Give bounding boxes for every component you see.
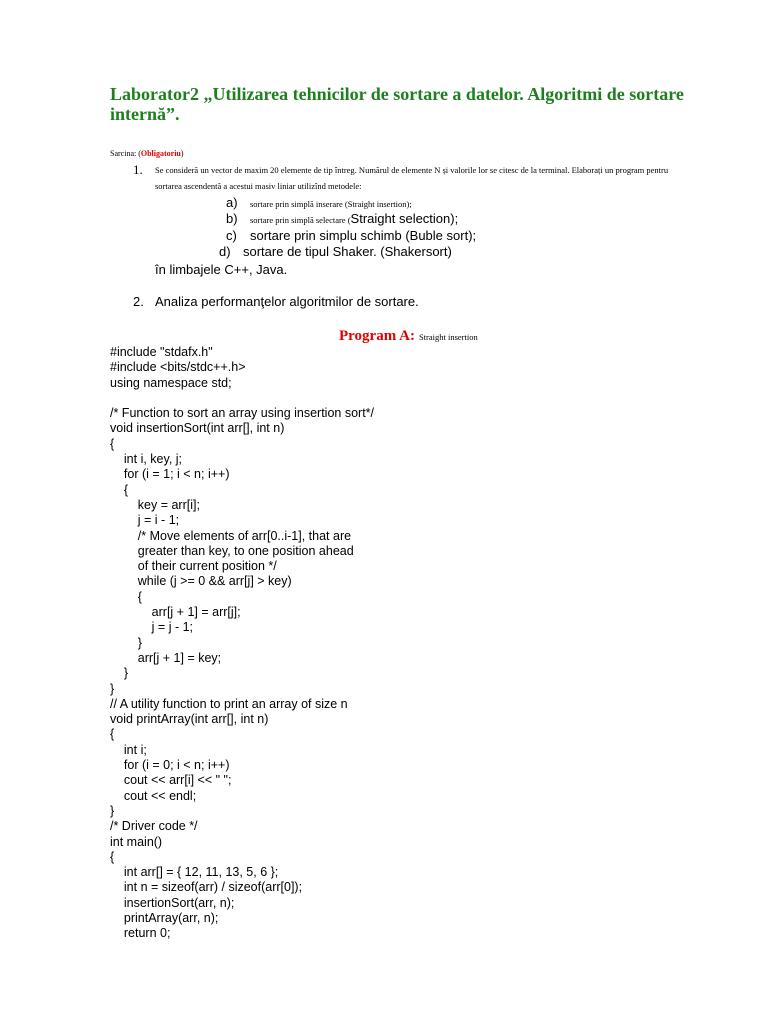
code-line: }	[110, 803, 115, 818]
code-line: arr[j + 1] = arr[j];	[110, 605, 241, 620]
code-line: void printArray(int arr[], int n)	[110, 712, 269, 727]
program-name: Straight insertion	[418, 332, 478, 342]
code-line: for (i = 0; i < n; i++)	[110, 758, 230, 773]
code-line: cout << endl;	[110, 788, 197, 803]
code-line: for (i = 1; i < n; i++)	[110, 467, 230, 482]
code-line: key = arr[i];	[110, 497, 200, 512]
item-2-number: 2.	[133, 294, 144, 309]
code-line: {	[110, 849, 115, 864]
code-line: of their current position */	[110, 559, 277, 574]
task-label-close: )	[180, 149, 184, 158]
code-line: {	[110, 436, 115, 451]
method-a	[226, 195, 412, 212]
method-c-text: sortare prin simplu schimb (Buble sort);	[250, 228, 477, 243]
method-b-text-large: Straight selection);	[350, 211, 459, 226]
item-1-text-line2: sortarea ascendentă a acestui masiv liniar utilizînd metodele:	[155, 181, 362, 191]
item-1-text-line1: Se consideră un vector de maxim 20 elemente de tip întreg. Numărul de elemente N și valorile lor se citesc de la terminal. Elaborați un program pentru	[155, 165, 669, 175]
method-b-label: b)	[226, 211, 238, 226]
method-b	[226, 211, 458, 228]
languages-line: în limbajele C++, Java.	[155, 262, 288, 277]
code-line: {	[110, 589, 142, 604]
code-line: #include <bits/stdc++.h>	[110, 360, 246, 375]
code-line: j = i - 1;	[110, 513, 180, 528]
method-d-label: d)	[219, 244, 231, 259]
code-line: #include "stdafx.h"	[110, 345, 213, 359]
code-line: printArray(arr, n);	[110, 910, 219, 925]
code-line: int n = sizeof(arr) / sizeof(arr[0]);	[110, 880, 303, 895]
code-line: void insertionSort(int arr[], int n)	[110, 421, 285, 436]
task-label-text: Sarcina: (	[110, 149, 141, 158]
method-c-label: c)	[226, 228, 237, 243]
code-line: /* Move elements of arr[0..i-1], that are	[110, 528, 352, 543]
code-line: }	[110, 635, 142, 650]
code-line: arr[j + 1] = key;	[110, 650, 222, 665]
code-line: insertionSort(arr, n);	[110, 895, 235, 910]
code-line: {	[110, 482, 129, 497]
document-title: Laborator2 „Utilizarea tehnicilor de sortare a datelor. Algoritmi de sortare internă”.	[110, 84, 684, 124]
code-line: j = j - 1;	[110, 620, 194, 635]
item-2-text: Analiza performanţelor algoritmilor de sortare.	[155, 294, 419, 309]
method-b-text-small: sortare prin simplă selectare (	[250, 215, 351, 225]
mandatory-badge: Obligatoriu	[140, 149, 181, 158]
code-line: cout << arr[i] << " ";	[110, 773, 232, 788]
code-block	[110, 345, 374, 942]
code-line: /* Function to sort an array using insertion sort*/	[110, 406, 375, 421]
code-line: int i;	[110, 742, 147, 757]
program-label: Program A:	[339, 328, 415, 344]
code-line	[110, 391, 374, 406]
method-a-label: a)	[226, 195, 238, 210]
code-line: /* Driver code */	[110, 819, 198, 834]
code-line: }	[110, 666, 129, 681]
code-line: greater than key, to one position ahead	[110, 543, 354, 558]
code-line: while (j >= 0 && arr[j] > key)	[110, 574, 292, 589]
code-line: // A utility function to print an array of size n	[110, 696, 348, 711]
method-d-text: sortare de tipul Shaker. (Shakersort)	[243, 244, 452, 259]
task-label	[110, 149, 184, 159]
code-line: {	[110, 727, 115, 742]
code-line: return 0;	[110, 926, 171, 941]
code-line: int main()	[110, 834, 163, 849]
program-heading	[339, 327, 478, 345]
code-line: }	[110, 681, 115, 696]
code-line: int arr[] = { 12, 11, 13, 5, 6 };	[110, 865, 279, 880]
code-line: int i, key, j;	[110, 452, 183, 467]
method-c	[226, 228, 476, 243]
item-1-number: 1.	[133, 162, 143, 177]
method-d	[219, 244, 452, 259]
method-a-text: sortare prin simplă inserare (Straight insertion);	[250, 199, 412, 209]
code-line: using namespace std;	[110, 375, 232, 390]
